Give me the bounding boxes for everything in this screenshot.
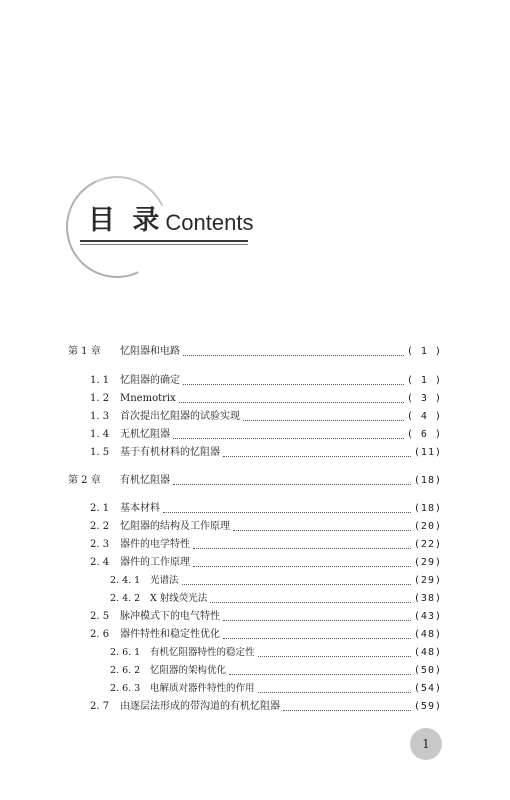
toc-section-entry[interactable]	[90, 555, 442, 571]
title-chinese: 目 录	[88, 205, 164, 236]
toc-entry-page: (11)	[413, 447, 442, 458]
toc-entry-number: 1. 5	[90, 447, 110, 458]
toc-section-entry[interactable]	[90, 409, 442, 425]
dot-leader	[283, 710, 411, 711]
toc-entry-number: 1. 1	[90, 375, 110, 386]
dot-leader	[223, 638, 411, 639]
toc-entry-number: 2. 4. 2	[110, 593, 141, 604]
toc-entry-title: 无机忆阻器	[120, 429, 170, 440]
dot-leader	[210, 602, 411, 603]
dot-leader	[173, 484, 411, 485]
toc-entry-number: 2. 6. 1	[110, 647, 141, 658]
toc-entry-title: 脉冲模式下的电气特性	[120, 611, 220, 622]
toc-entry-number: 第 1 章	[68, 346, 101, 357]
dot-leader	[173, 438, 404, 439]
toc-entry-page: (22)	[413, 539, 442, 550]
dot-leader	[193, 566, 411, 567]
toc-subsection-entry[interactable]	[110, 591, 442, 607]
toc-entry-number: 2. 4	[90, 557, 110, 568]
toc-section-entry[interactable]	[90, 627, 442, 643]
toc-entry-title: 器件的工作原理	[120, 557, 190, 568]
toc-entry-page: ( 3 )	[406, 393, 442, 404]
toc-section-entry[interactable]	[90, 427, 442, 443]
toc-entry-title: Mnemotrix	[120, 393, 176, 404]
toc-section-entry[interactable]	[90, 699, 442, 715]
toc-section-entry[interactable]	[90, 537, 442, 553]
dot-leader	[182, 584, 411, 585]
toc-entry-page: (59)	[413, 701, 442, 712]
toc-subsection-entry[interactable]	[110, 681, 442, 697]
toc-entry-title: 器件的电学特性	[120, 539, 190, 550]
toc-entry-title: 有机忆阻器特性的稳定性	[150, 647, 255, 658]
dot-leader	[193, 548, 411, 549]
toc-entry-page: (48)	[413, 647, 442, 658]
toc-entry-number: 2. 6	[90, 629, 110, 640]
toc-entry-page: (43)	[413, 611, 442, 622]
toc-section-entry[interactable]	[90, 373, 442, 389]
toc-section-entry[interactable]	[90, 609, 442, 625]
dot-leader	[223, 456, 411, 457]
toc-section-entry[interactable]	[90, 519, 442, 535]
dot-leader	[183, 355, 404, 356]
dot-leader	[163, 512, 411, 513]
toc-entry-title: 忆阻器的架构优化	[150, 665, 227, 676]
toc-entry-page: (29)	[413, 557, 442, 568]
toc-entry-page: (50)	[413, 665, 442, 676]
toc-entry-number: 第 2 章	[68, 475, 101, 486]
toc-entry-page: (54)	[413, 683, 442, 694]
heading-underline-thin	[80, 244, 248, 245]
toc-subsection-entry[interactable]	[110, 573, 442, 589]
toc-entry-title: 首次提出忆阻器的试验实现	[120, 411, 240, 422]
toc-entry-page: (18)	[413, 503, 442, 514]
toc-entry-page: ( 1 )	[406, 375, 442, 386]
toc-entry-number: 2. 6. 3	[110, 683, 141, 694]
toc-entry-title: 光谱法	[150, 575, 179, 586]
toc-chapter-entry[interactable]	[68, 344, 442, 360]
toc-entry-number: 1. 4	[90, 429, 110, 440]
toc-entry-number: 2. 2	[90, 521, 110, 532]
toc-entry-page: (38)	[413, 593, 442, 604]
toc-entry-page: ( 6 )	[406, 429, 442, 440]
toc-subsection-entry[interactable]	[110, 645, 442, 661]
dot-leader	[229, 674, 411, 675]
toc-entry-number: 2. 3	[90, 539, 110, 550]
toc-entry-number: 2. 1	[90, 503, 110, 514]
toc-entry-title: 电解质对器件特性的作用	[150, 683, 255, 694]
toc-section-entry[interactable]	[90, 445, 442, 461]
toc-entry-title: 基本材料	[120, 503, 160, 514]
toc-section-entry[interactable]	[90, 501, 442, 517]
dot-leader	[243, 420, 404, 421]
heading-underline	[80, 240, 248, 242]
toc-entry-title: 有机忆阻器	[120, 475, 170, 486]
toc-entry-number: 1. 3	[90, 411, 110, 422]
toc-entry-number: 1. 2	[90, 393, 110, 404]
toc-entry-title: 由逐层法形成的带沟道的有机忆阻器	[120, 701, 280, 712]
toc-entry-page: (48)	[413, 629, 442, 640]
toc-entry-number: 2. 6. 2	[110, 665, 141, 676]
toc-entry-page: ( 4 )	[406, 411, 442, 422]
dot-leader	[223, 620, 411, 621]
toc-entry-page: (20)	[413, 521, 442, 532]
toc-chapter-entry[interactable]	[68, 473, 442, 489]
dot-leader	[258, 656, 411, 657]
toc-entry-page: (29)	[413, 575, 442, 586]
toc-entry-title: 忆阻器的确定	[120, 375, 180, 386]
toc-entry-title: X 射线荧光法	[150, 593, 208, 604]
toc-entry-title: 基于有机材料的忆阻器	[120, 447, 220, 458]
dot-leader	[179, 402, 404, 403]
toc-entry-number: 2. 5	[90, 611, 110, 622]
toc-entry-title: 器件特性和稳定性优化	[120, 629, 220, 640]
toc-entry-page: ( 1 )	[406, 346, 442, 357]
toc-entry-number: 2. 7	[90, 701, 110, 712]
dot-leader	[258, 692, 411, 693]
title-english: Contents	[165, 210, 254, 235]
dot-leader	[183, 384, 404, 385]
page-number: 1	[422, 737, 430, 751]
toc-subsection-entry[interactable]	[110, 663, 442, 679]
toc-section-entry[interactable]	[90, 391, 442, 407]
page-number-badge	[410, 728, 442, 760]
toc-entry-title: 忆阻器的结构及工作原理	[120, 521, 230, 532]
toc-entry-page: (18)	[413, 475, 442, 486]
page-title	[88, 205, 253, 237]
toc-entry-title: 忆阻器和电路	[120, 346, 180, 357]
toc-entry-number: 2. 4. 1	[110, 575, 141, 586]
dot-leader	[233, 530, 411, 531]
